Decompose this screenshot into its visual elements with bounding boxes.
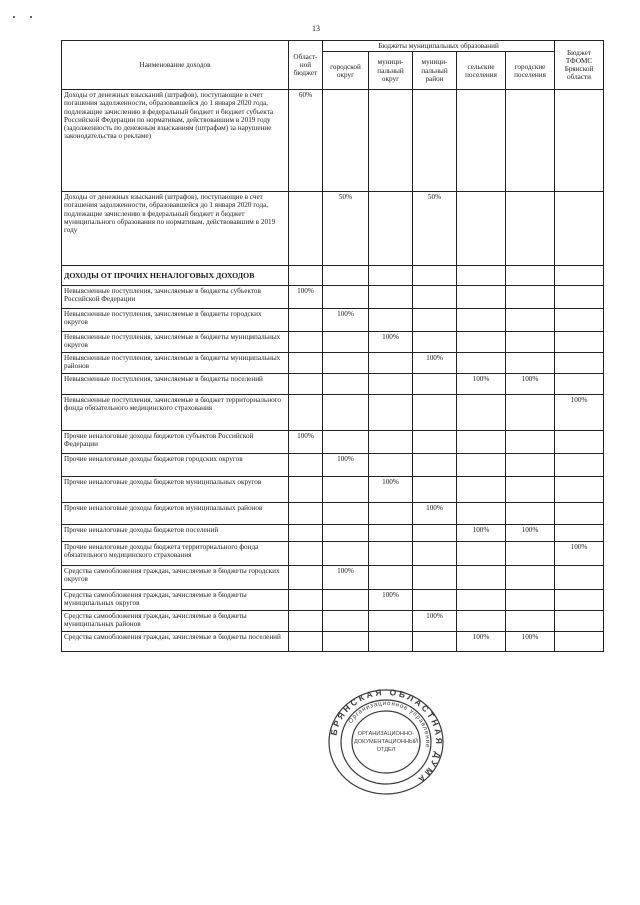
share-cell-city <box>323 90 369 192</box>
share-cell-mrayon: 100% <box>413 503 457 525</box>
share-cell-mrayon <box>413 632 457 652</box>
share-cell-mrayon <box>413 309 457 332</box>
share-cell-tfoms <box>555 286 604 309</box>
stamp-inner-text: Организационное управление <box>347 699 432 749</box>
revenue-name-cell: Средства самообложения граждан, зачисляемые в бюджеты городских округов <box>62 566 289 590</box>
revenue-name-cell: Прочие неналоговые доходы бюджетов муниципальных районов <box>62 503 289 525</box>
share-cell-city: 50% <box>323 192 369 266</box>
share-cell-urban <box>506 332 555 353</box>
share-cell-tfoms: 100% <box>555 542 604 566</box>
share-cell-regional <box>289 332 323 353</box>
revenue-name-cell: Прочие неналоговые доходы бюджетов субъектов Российской Федерации <box>62 431 289 454</box>
share-cell-urban <box>506 192 555 266</box>
share-cell-urban <box>506 286 555 309</box>
share-cell-mokrug <box>369 632 413 652</box>
share-cell-regional: 100% <box>289 431 323 454</box>
share-cell-mrayon: 100% <box>413 353 457 374</box>
table-row <box>62 477 604 503</box>
share-cell-rural: 100% <box>457 525 506 542</box>
share-cell-urban <box>506 90 555 192</box>
table-row <box>62 542 604 566</box>
col-header-rural-settlement: сельские поселения <box>457 52 506 90</box>
share-cell-rural <box>457 309 506 332</box>
share-cell-mrayon <box>413 90 457 192</box>
page-number: 13 <box>312 24 320 33</box>
share-cell-regional <box>289 477 323 503</box>
share-cell-urban <box>506 477 555 503</box>
share-cell-rural: 100% <box>457 632 506 652</box>
share-cell-mrayon: 50% <box>413 192 457 266</box>
stamp-outer-text: БРЯНСКАЯ ОБЛАСТНАЯ ДУМА <box>328 688 445 787</box>
share-cell-mrayon <box>413 266 457 286</box>
share-cell-rural <box>457 477 506 503</box>
share-cell-regional <box>289 525 323 542</box>
share-cell-mrayon <box>413 477 457 503</box>
share-cell-city <box>323 632 369 652</box>
share-cell-rural <box>457 286 506 309</box>
table-row <box>62 192 604 266</box>
table-row <box>62 611 604 632</box>
share-cell-urban: 100% <box>506 525 555 542</box>
share-cell-rural <box>457 611 506 632</box>
share-cell-urban <box>506 395 555 431</box>
revenue-name-cell: Средства самообложения граждан, зачисляемые в бюджеты поселений <box>62 632 289 652</box>
share-cell-tfoms <box>555 454 604 477</box>
share-cell-city <box>323 266 369 286</box>
share-cell-mokrug <box>369 395 413 431</box>
revenue-name-cell: Средства самообложения граждан, зачисляемые в бюджеты муниципальных округов <box>62 590 289 611</box>
table-row <box>62 454 604 477</box>
share-cell-rural <box>457 90 506 192</box>
share-cell-regional <box>289 395 323 431</box>
share-cell-city <box>323 525 369 542</box>
share-cell-rural: 100% <box>457 374 506 395</box>
share-cell-tfoms <box>555 90 604 192</box>
share-cell-mrayon <box>413 525 457 542</box>
share-cell-rural <box>457 503 506 525</box>
share-cell-regional <box>289 454 323 477</box>
share-cell-mrayon <box>413 286 457 309</box>
share-cell-mrayon <box>413 374 457 395</box>
revenue-name-cell: Средства самообложения граждан, зачисляемые в бюджеты муниципальных районов <box>62 611 289 632</box>
share-cell-mrayon <box>413 454 457 477</box>
share-cell-mokrug <box>369 353 413 374</box>
share-cell-tfoms <box>555 477 604 503</box>
share-cell-city <box>323 374 369 395</box>
share-cell-urban <box>506 454 555 477</box>
share-cell-mokrug <box>369 309 413 332</box>
share-cell-mokrug: 100% <box>369 477 413 503</box>
table-row <box>62 566 604 590</box>
share-cell-urban <box>506 309 555 332</box>
share-cell-city <box>323 542 369 566</box>
share-cell-rural <box>457 454 506 477</box>
share-cell-mokrug <box>369 374 413 395</box>
share-cell-mokrug <box>369 525 413 542</box>
share-cell-tfoms <box>555 566 604 590</box>
table-row <box>62 90 604 192</box>
share-cell-mokrug <box>369 90 413 192</box>
share-cell-urban <box>506 611 555 632</box>
share-cell-rural <box>457 332 506 353</box>
revenue-name-cell: Прочие неналоговые доходы бюджетов муниципальных округов <box>62 477 289 503</box>
share-cell-city <box>323 353 369 374</box>
share-cell-regional <box>289 611 323 632</box>
share-cell-tfoms <box>555 332 604 353</box>
scan-dot <box>30 16 32 18</box>
table-row <box>62 503 604 525</box>
share-cell-urban <box>506 503 555 525</box>
share-cell-mokrug <box>369 566 413 590</box>
share-cell-city <box>323 332 369 353</box>
share-cell-city: 100% <box>323 309 369 332</box>
share-cell-city: 100% <box>323 454 369 477</box>
share-cell-rural <box>457 192 506 266</box>
share-cell-rural <box>457 566 506 590</box>
share-cell-tfoms <box>555 374 604 395</box>
revenue-name-cell: Доходы от денежных взысканий (штрафов), поступающие в счет погашения задолженности, образовавшейся до 1 января 2020 года, подлежащие зачислению в федеральный бюджет и бюджет субъекта Российской Федерации по нормативам, действовавшим в 2019 году (задолженность по денежным взысканиям (штрафам) за нарушение законодательства о рекламе) <box>62 90 289 192</box>
share-cell-regional <box>289 192 323 266</box>
col-header-tfoms: Бюджет ТФОМС Брянской области <box>555 41 604 90</box>
col-header-municipal-group: Бюджеты муниципальных образований <box>323 41 555 52</box>
share-cell-tfoms <box>555 192 604 266</box>
share-cell-urban: 100% <box>506 374 555 395</box>
table-row <box>62 332 604 353</box>
col-header-city-district: городской округ <box>323 52 369 90</box>
share-cell-rural <box>457 542 506 566</box>
share-cell-regional <box>289 266 323 286</box>
scan-dot <box>13 16 15 18</box>
share-cell-tfoms <box>555 632 604 652</box>
table-row <box>62 431 604 454</box>
share-cell-urban: 100% <box>506 632 555 652</box>
share-cell-city <box>323 611 369 632</box>
share-cell-tfoms <box>555 309 604 332</box>
organization-stamp <box>327 688 445 796</box>
share-cell-city <box>323 590 369 611</box>
share-cell-tfoms <box>555 611 604 632</box>
revenue-name-cell: Невыясненные поступления, зачисляемые в бюджеты муниципальных округов <box>62 332 289 353</box>
share-cell-mokrug <box>369 192 413 266</box>
share-cell-urban <box>506 353 555 374</box>
share-cell-urban <box>506 431 555 454</box>
share-cell-regional <box>289 353 323 374</box>
table-row <box>62 632 604 652</box>
table-row <box>62 309 604 332</box>
share-cell-mokrug <box>369 454 413 477</box>
share-cell-mokrug <box>369 286 413 309</box>
share-cell-tfoms <box>555 266 604 286</box>
revenue-name-cell: ДОХОДЫ ОТ ПРОЧИХ НЕНАЛОГОВЫХ ДОХОДОВ <box>62 266 289 286</box>
share-cell-mokrug: 100% <box>369 332 413 353</box>
share-cell-regional <box>289 309 323 332</box>
stamp-center-line-3: ОТДЕЛ <box>376 747 396 753</box>
share-cell-mrayon <box>413 431 457 454</box>
share-cell-city: 100% <box>323 566 369 590</box>
revenue-name-cell: Прочие неналоговые доходы бюджета территориального фонда обязательного медицинского страхования <box>62 542 289 566</box>
share-cell-tfoms: 100% <box>555 395 604 431</box>
share-cell-mrayon <box>413 332 457 353</box>
stamp-center-line-1: ОРГАНИЗАЦИОННО- <box>357 731 415 737</box>
share-cell-city <box>323 431 369 454</box>
table-row <box>62 590 604 611</box>
share-cell-city <box>323 286 369 309</box>
share-cell-tfoms <box>555 503 604 525</box>
revenue-name-cell: Невыясненные поступления, зачисляемые в бюджеты поселений <box>62 374 289 395</box>
share-cell-regional: 100% <box>289 286 323 309</box>
table-row <box>62 286 604 309</box>
col-header-municipal-okrug: муници- пальный округ <box>369 52 413 90</box>
share-cell-mrayon <box>413 542 457 566</box>
section-header-row <box>62 266 604 286</box>
share-cell-tfoms <box>555 431 604 454</box>
share-cell-mokrug <box>369 431 413 454</box>
share-cell-mrayon <box>413 566 457 590</box>
table-row <box>62 395 604 431</box>
share-cell-mokrug: 100% <box>369 590 413 611</box>
share-cell-city <box>323 395 369 431</box>
share-cell-urban <box>506 566 555 590</box>
revenue-name-cell: Невыясненные поступления, зачисляемые в бюджеты субъектов Российской Федерации <box>62 286 289 309</box>
share-cell-regional: 60% <box>289 90 323 192</box>
share-cell-rural <box>457 353 506 374</box>
share-cell-regional <box>289 566 323 590</box>
share-cell-regional <box>289 542 323 566</box>
table-row <box>62 525 604 542</box>
share-cell-rural <box>457 590 506 611</box>
share-cell-city <box>323 477 369 503</box>
share-cell-regional <box>289 632 323 652</box>
share-cell-urban <box>506 590 555 611</box>
share-cell-tfoms <box>555 353 604 374</box>
share-cell-city <box>323 503 369 525</box>
revenue-name-cell: Прочие неналоговые доходы бюджетов городских округов <box>62 454 289 477</box>
share-cell-rural <box>457 431 506 454</box>
share-cell-mokrug <box>369 266 413 286</box>
col-header-municipal-rayon: муници- пальный район <box>413 52 457 90</box>
share-cell-urban <box>506 266 555 286</box>
share-cell-rural <box>457 266 506 286</box>
revenue-name-cell: Невыясненные поступления, зачисляемые в бюджеты муниципальных районов <box>62 353 289 374</box>
share-cell-mokrug <box>369 542 413 566</box>
revenue-name-cell: Невыясненные поступления, зачисляемые в бюджеты городских округов <box>62 309 289 332</box>
revenue-name-cell: Прочие неналоговые доходы бюджетов поселений <box>62 525 289 542</box>
share-cell-mokrug <box>369 611 413 632</box>
share-cell-rural <box>457 395 506 431</box>
share-cell-regional <box>289 590 323 611</box>
share-cell-tfoms <box>555 525 604 542</box>
share-cell-urban <box>506 542 555 566</box>
share-cell-mrayon: 100% <box>413 611 457 632</box>
revenue-table <box>61 40 604 652</box>
stamp-center-line-2: ДОКУМЕНТАЦИОННЫЙ <box>354 739 418 745</box>
share-cell-mrayon <box>413 590 457 611</box>
revenue-name-cell: Невыясненные поступления, зачисляемые в бюджет территориального фонда обязательного медицинского страхования <box>62 395 289 431</box>
share-cell-regional <box>289 374 323 395</box>
share-cell-mokrug <box>369 503 413 525</box>
table-row <box>62 374 604 395</box>
share-cell-regional <box>289 503 323 525</box>
table-row <box>62 353 604 374</box>
share-cell-tfoms <box>555 590 604 611</box>
share-cell-mrayon <box>413 395 457 431</box>
col-header-name: Наименование доходов <box>62 41 289 90</box>
col-header-urban-settlement: городские поселения <box>506 52 555 90</box>
col-header-regional: Област- ной бюджет <box>289 41 323 90</box>
revenue-name-cell: Доходы от денежных взысканий (штрафов), поступающие в счет погашения задолженности, образовавшейся до 1 января 2020 года, подлежащие зачислению в федеральный бюджет и бюджет муниципального образования по нормативам, действовавшим в 2019 году <box>62 192 289 266</box>
